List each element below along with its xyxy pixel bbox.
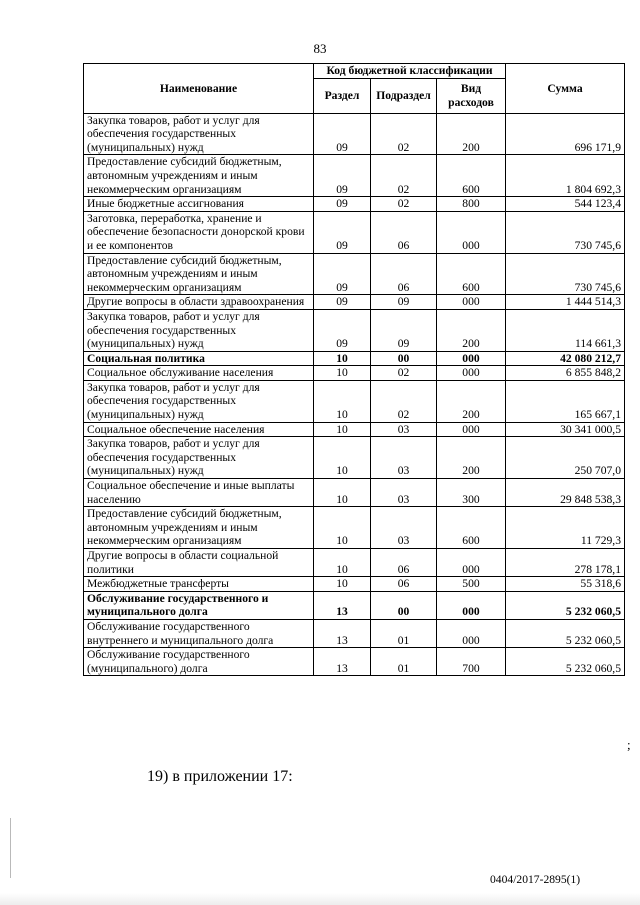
row-sum: 114 661,3 — [506, 309, 625, 351]
row-expense-type: 800 — [437, 197, 506, 212]
row-sum: 250 707,0 — [506, 437, 625, 479]
row-expense-type: 600 — [437, 507, 506, 549]
header-section: Раздел — [314, 78, 371, 113]
row-expense-type: 300 — [437, 479, 506, 507]
budget-table — [83, 63, 625, 676]
row-expense-type: 000 — [437, 295, 506, 310]
row-subsection: 09 — [371, 295, 437, 310]
row-expense-type: 000 — [437, 211, 506, 253]
row-sum: 730 745,6 — [506, 253, 625, 295]
header-sum: Сумма — [506, 64, 625, 114]
table-row — [84, 253, 625, 295]
row-name: Предоставление субсидий бюджетным, автономным учреждениям и иным некоммерческим организациям — [84, 507, 314, 549]
row-expense-type: 000 — [437, 619, 506, 647]
table-row — [84, 619, 625, 647]
header-code-group: Код бюджетной классификации — [314, 64, 506, 79]
row-expense-type: 000 — [437, 549, 506, 577]
row-section: 09 — [314, 295, 371, 310]
row-subsection: 09 — [371, 309, 437, 351]
table-row — [84, 648, 625, 676]
row-sum: 1 804 692,3 — [506, 155, 625, 197]
row-name: Другие вопросы в области социальной политики — [84, 549, 314, 577]
table-row — [84, 155, 625, 197]
row-section: 09 — [314, 113, 371, 155]
row-name: Закупка товаров, работ и услуг для обеспечения государственных (муниципальных) нужд — [84, 380, 314, 422]
table-row — [84, 211, 625, 253]
row-name: Предоставление субсидий бюджетным, автономным учреждениям и иным некоммерческим организациям — [84, 155, 314, 197]
row-section: 09 — [314, 197, 371, 212]
row-sum: 165 667,1 — [506, 380, 625, 422]
row-section: 10 — [314, 351, 371, 366]
row-subsection: 06 — [371, 577, 437, 592]
row-section: 10 — [314, 437, 371, 479]
row-sum: 696 171,9 — [506, 113, 625, 155]
scan-bottom-edge — [0, 893, 640, 905]
table-row — [84, 366, 625, 381]
row-name: Другие вопросы в области здравоохранения — [84, 295, 314, 310]
row-name: Социальное обеспечение населения — [84, 422, 314, 437]
row-subsection: 06 — [371, 549, 437, 577]
table-row — [84, 351, 625, 366]
row-name: Предоставление субсидий бюджетным, автономным учреждениям и иным некоммерческим организациям — [84, 253, 314, 295]
row-subsection: 03 — [371, 422, 437, 437]
row-expense-type: 000 — [437, 366, 506, 381]
row-expense-type: 200 — [437, 437, 506, 479]
row-expense-type: 600 — [437, 155, 506, 197]
header-subsection: Подраздел — [371, 78, 437, 113]
amendment-text: 19) в приложении 17: — [147, 768, 293, 785]
row-subsection: 02 — [371, 380, 437, 422]
row-name: Закупка товаров, работ и услуг для обеспечения государственных (муниципальных) нужд — [84, 113, 314, 155]
row-name: Социальная политика — [84, 351, 314, 366]
row-name: Обслуживание государственного внутреннего и муниципального долга — [84, 619, 314, 647]
row-subsection: 02 — [371, 366, 437, 381]
table-row — [84, 295, 625, 310]
row-section: 10 — [314, 380, 371, 422]
row-expense-type: 000 — [437, 591, 506, 619]
row-section: 10 — [314, 577, 371, 592]
table-header — [84, 64, 625, 114]
document-code: 0404/2017-2895(1) — [490, 873, 581, 886]
row-section: 09 — [314, 309, 371, 351]
row-section: 13 — [314, 591, 371, 619]
row-sum: 5 232 060,5 — [506, 619, 625, 647]
row-expense-type: 200 — [437, 113, 506, 155]
row-sum: 42 080 212,7 — [506, 351, 625, 366]
table-row — [84, 437, 625, 479]
row-subsection: 02 — [371, 197, 437, 212]
header-expense-type: Вид расходов — [437, 78, 506, 113]
row-sum: 1 444 514,3 — [506, 295, 625, 310]
row-subsection: 03 — [371, 479, 437, 507]
row-subsection: 06 — [371, 211, 437, 253]
row-section: 10 — [314, 366, 371, 381]
row-subsection: 00 — [371, 351, 437, 366]
row-name: Закупка товаров, работ и услуг для обеспечения государственных (муниципальных) нужд — [84, 437, 314, 479]
row-section: 09 — [314, 211, 371, 253]
row-section: 13 — [314, 619, 371, 647]
row-expense-type: 000 — [437, 351, 506, 366]
header-name: Наименование — [84, 64, 314, 114]
row-name: Иные бюджетные ассигнования — [84, 197, 314, 212]
row-sum: 5 232 060,5 — [506, 591, 625, 619]
table-row — [84, 549, 625, 577]
row-subsection: 02 — [371, 155, 437, 197]
row-name: Обслуживание государственного (муниципального) долга — [84, 648, 314, 676]
row-subsection: 03 — [371, 437, 437, 479]
row-section: 10 — [314, 549, 371, 577]
row-name: Социальное обслуживание населения — [84, 366, 314, 381]
row-name: Социальное обеспечение и иные выплаты населению — [84, 479, 314, 507]
row-sum: 544 123,4 — [506, 197, 625, 212]
end-mark: ; — [627, 737, 631, 752]
row-sum: 11 729,3 — [506, 507, 625, 549]
row-expense-type: 200 — [437, 380, 506, 422]
row-sum: 6 855 848,2 — [506, 366, 625, 381]
row-sum: 30 341 000,5 — [506, 422, 625, 437]
row-subsection: 06 — [371, 253, 437, 295]
table-row — [84, 577, 625, 592]
table-row — [84, 113, 625, 155]
row-section: 10 — [314, 479, 371, 507]
table-row — [84, 507, 625, 549]
table-body — [84, 113, 625, 676]
row-section: 09 — [314, 253, 371, 295]
row-name: Заготовка, переработка, хранение и обеспечение безопасности донорской крови и ее компонентов — [84, 211, 314, 253]
row-section: 10 — [314, 507, 371, 549]
row-sum: 55 318,6 — [506, 577, 625, 592]
row-subsection: 03 — [371, 507, 437, 549]
row-sum: 730 745,6 — [506, 211, 625, 253]
row-sum: 278 178,1 — [506, 549, 625, 577]
row-section: 10 — [314, 422, 371, 437]
table-row — [84, 591, 625, 619]
row-section: 09 — [314, 155, 371, 197]
row-expense-type: 200 — [437, 309, 506, 351]
row-name: Межбюджетные трансферты — [84, 577, 314, 592]
table-row — [84, 197, 625, 212]
row-expense-type: 700 — [437, 648, 506, 676]
scan-margin-mark — [10, 818, 11, 878]
page-number: 83 — [313, 41, 327, 56]
row-subsection: 01 — [371, 648, 437, 676]
row-name: Закупка товаров, работ и услуг для обеспечения государственных (муниципальных) нужд — [84, 309, 314, 351]
row-section: 13 — [314, 648, 371, 676]
row-expense-type: 600 — [437, 253, 506, 295]
row-expense-type: 000 — [437, 422, 506, 437]
row-expense-type: 500 — [437, 577, 506, 592]
row-sum: 5 232 060,5 — [506, 648, 625, 676]
row-name: Обслуживание государственного и муниципального долга — [84, 591, 314, 619]
row-subsection: 02 — [371, 113, 437, 155]
table-row — [84, 380, 625, 422]
table-row — [84, 479, 625, 507]
row-subsection: 01 — [371, 619, 437, 647]
row-subsection: 00 — [371, 591, 437, 619]
row-sum: 29 848 538,3 — [506, 479, 625, 507]
table-row — [84, 422, 625, 437]
table-row — [84, 309, 625, 351]
